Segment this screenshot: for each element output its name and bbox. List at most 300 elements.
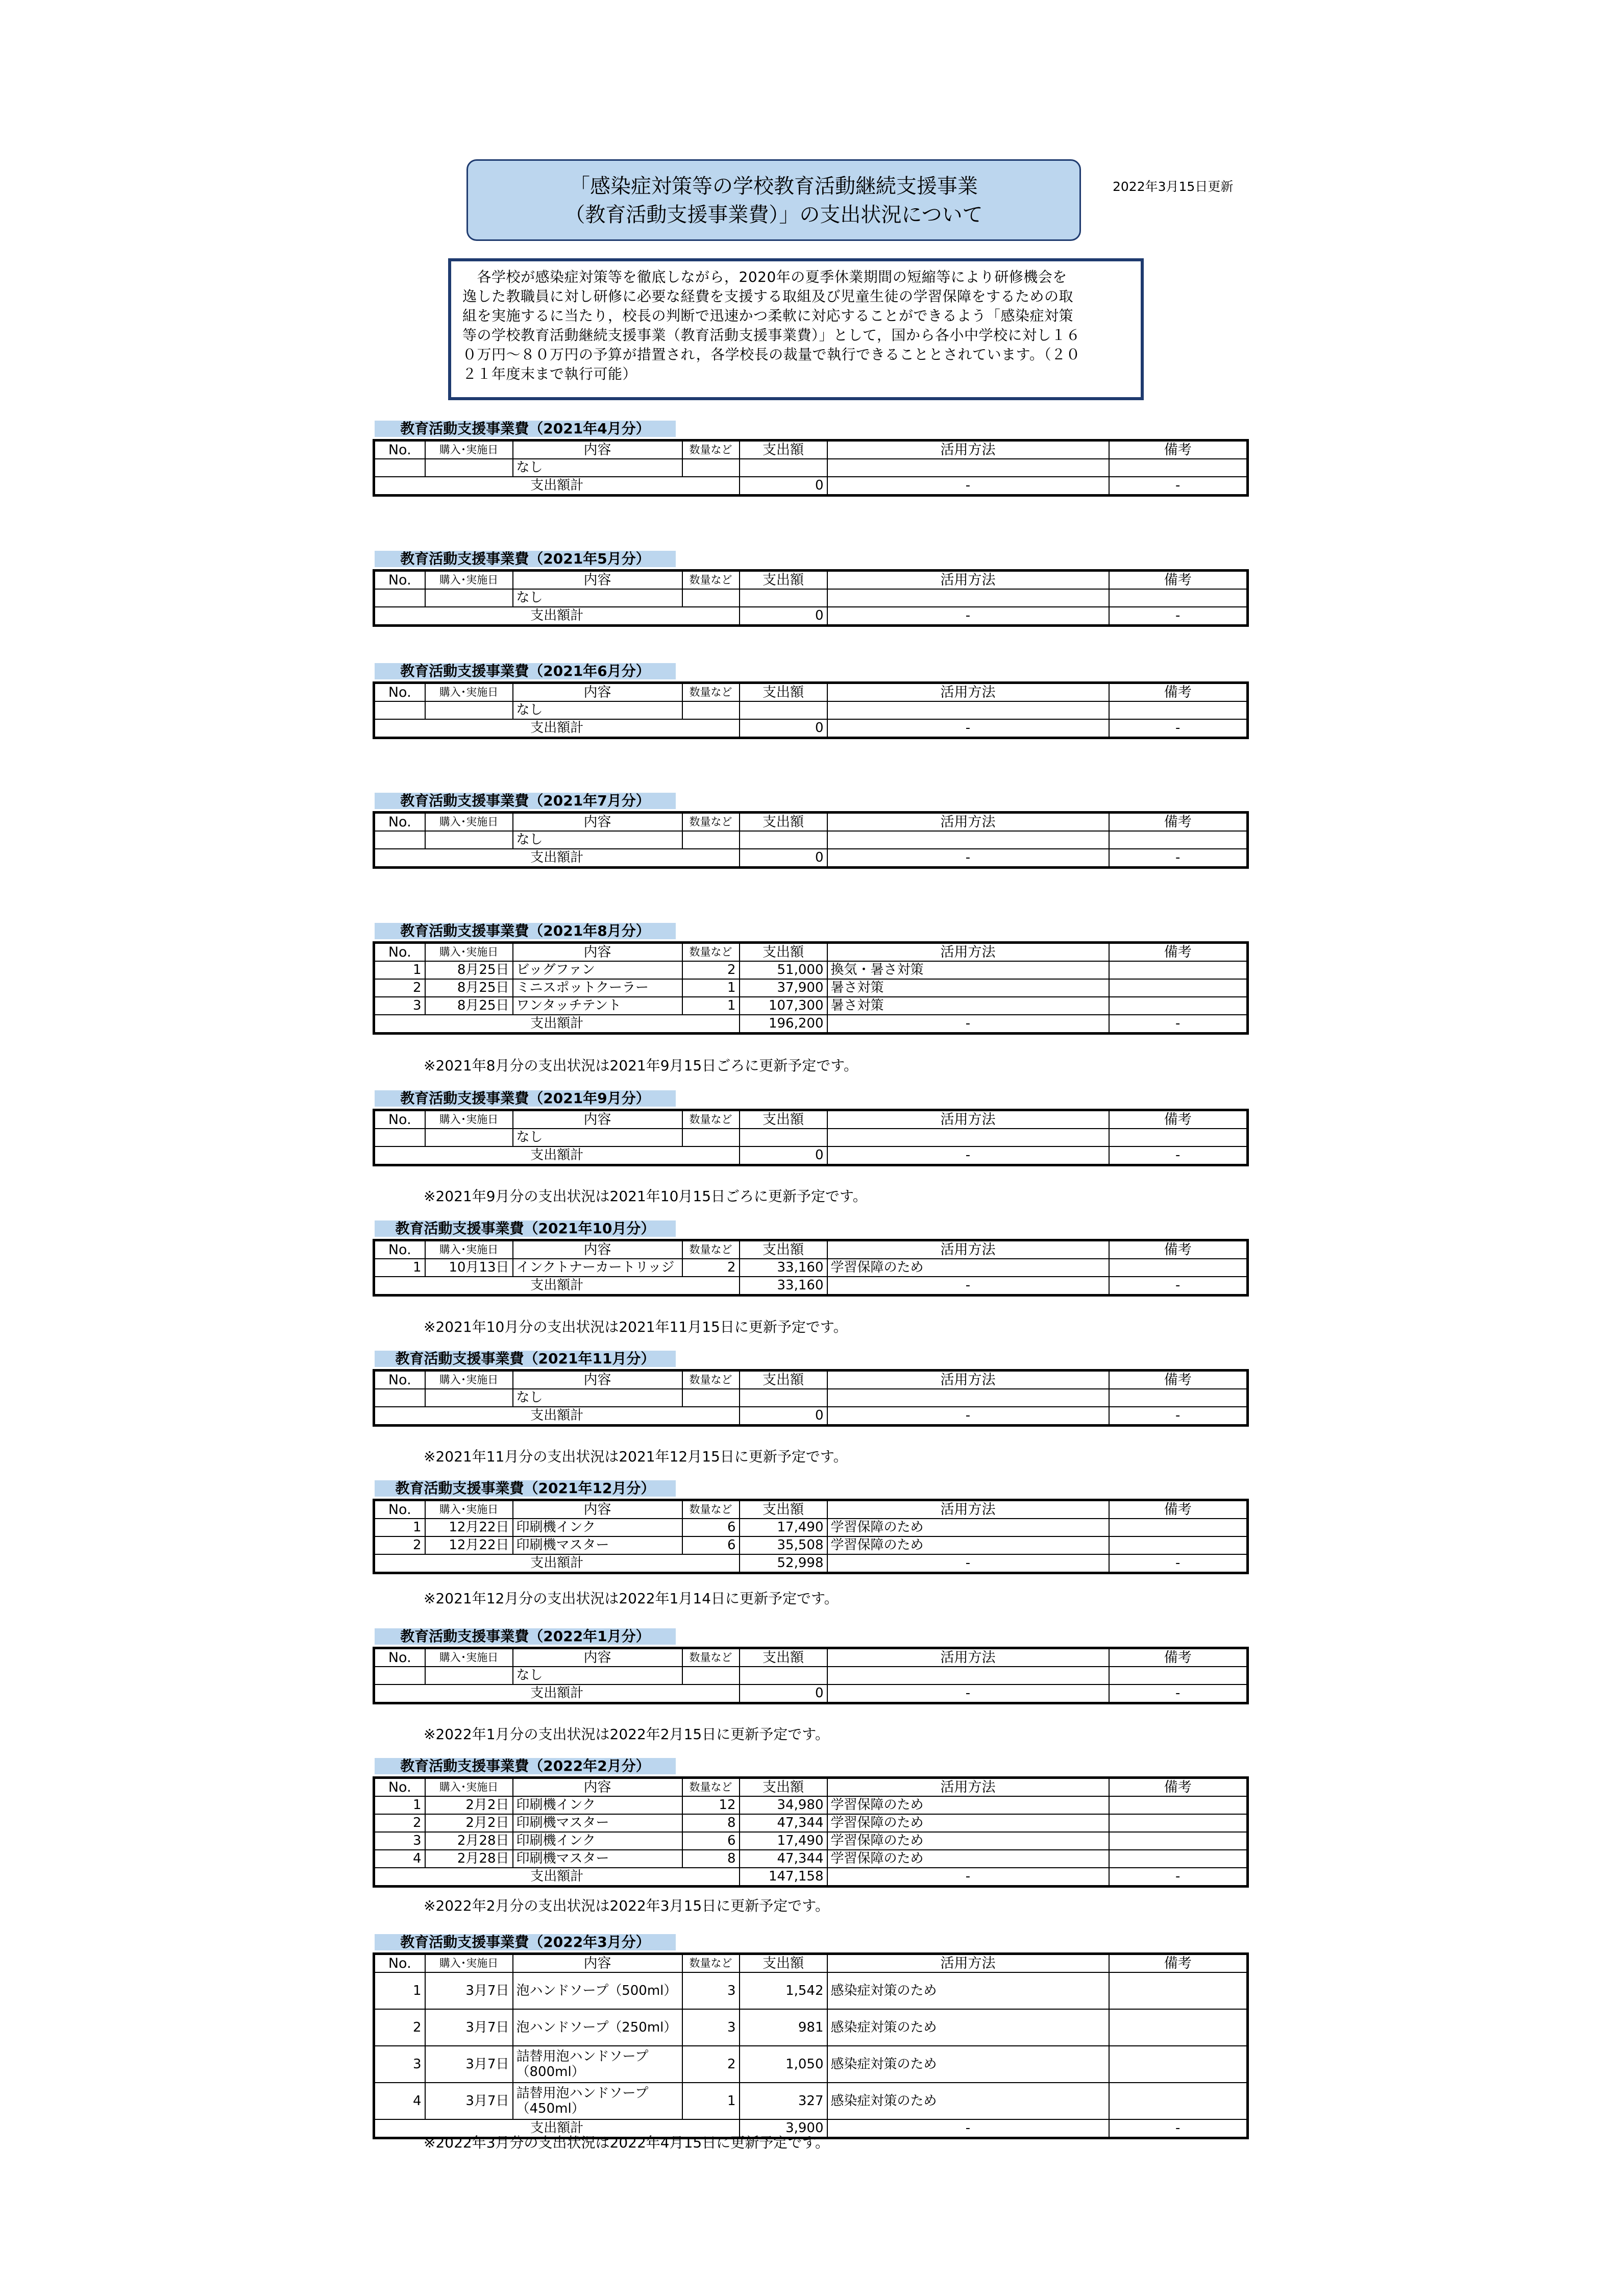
total-usage-dash: - xyxy=(827,1146,1109,1165)
col-header-usage: 活用方法 xyxy=(827,1954,1109,1973)
update-note: ※2022年1月分の支出状況は2022年2月15日に更新予定です。 xyxy=(424,1726,829,1743)
cell-no: 3 xyxy=(374,1832,425,1850)
cell-remarks xyxy=(1109,2083,1248,2119)
col-header-usage: 活用方法 xyxy=(827,571,1109,590)
total-row xyxy=(374,1015,1248,1034)
col-header-no: No. xyxy=(374,1648,425,1667)
total-remarks-dash: - xyxy=(1109,1277,1248,1296)
section-title: 教育活動支援事業費（2022年1月分） xyxy=(375,1628,676,1645)
col-header-usage: 活用方法 xyxy=(827,1240,1109,1259)
cell-date: 8月25日 xyxy=(425,979,513,997)
col-header-content: 内容 xyxy=(513,1648,682,1667)
cell-amount xyxy=(740,1389,827,1407)
cell-qty xyxy=(682,1389,740,1407)
section-title: 教育活動支援事業費（2021年6月分） xyxy=(375,663,676,679)
expenditure-table xyxy=(373,1647,1249,1704)
total-label: 支出額計 xyxy=(374,1684,740,1703)
cell-qty: 3 xyxy=(682,2009,740,2046)
cell-no xyxy=(374,1667,425,1684)
total-row xyxy=(374,1146,1248,1165)
total-amount: 0 xyxy=(740,607,827,626)
cell-content: なし xyxy=(513,701,682,719)
cell-remarks xyxy=(1109,979,1248,997)
col-header-date: 購入･実施日 xyxy=(425,1500,513,1519)
total-label: 支出額計 xyxy=(374,719,740,738)
table-row xyxy=(374,1667,1248,1684)
page-title-line2: （教育活動支援事業費）」の支出状況について xyxy=(564,203,983,227)
cell-content: ビッグファン xyxy=(513,961,682,979)
cell-usage xyxy=(827,1667,1109,1684)
col-header-date: 購入･実施日 xyxy=(425,1954,513,1973)
col-header-qty: 数量など xyxy=(682,943,740,962)
cell-amount: 327 xyxy=(740,2083,827,2119)
cell-qty: 6 xyxy=(682,1832,740,1850)
cell-amount: 47,344 xyxy=(740,1814,827,1832)
cell-amount: 981 xyxy=(740,2009,827,2046)
intro-box xyxy=(448,258,1144,400)
cell-date xyxy=(425,589,513,607)
cell-usage xyxy=(827,589,1109,607)
total-row xyxy=(374,607,1248,626)
table-row xyxy=(374,1850,1248,1868)
cell-amount: 17,490 xyxy=(740,1832,827,1850)
col-header-no: No. xyxy=(374,441,425,459)
cell-date: 2月2日 xyxy=(425,1814,513,1832)
cell-remarks xyxy=(1109,1972,1248,2009)
cell-amount xyxy=(740,701,827,719)
cell-usage: 学習保障のため xyxy=(827,1519,1109,1536)
cell-date: 3月7日 xyxy=(425,2083,513,2119)
cell-no: 1 xyxy=(374,1519,425,1536)
col-header-qty: 数量など xyxy=(682,813,740,832)
col-header-content: 内容 xyxy=(513,441,682,459)
expenditure-table xyxy=(373,811,1249,869)
cell-date xyxy=(425,1667,513,1684)
cell-no: 2 xyxy=(374,979,425,997)
col-header-content: 内容 xyxy=(513,1371,682,1389)
cell-amount: 17,490 xyxy=(740,1519,827,1536)
expenditure-table xyxy=(373,439,1249,497)
col-header-no: No. xyxy=(374,571,425,590)
total-remarks-dash: - xyxy=(1109,1146,1248,1165)
cell-remarks xyxy=(1109,1536,1248,1554)
table-row xyxy=(374,997,1248,1015)
table-row xyxy=(374,1796,1248,1814)
cell-amount: 47,344 xyxy=(740,1850,827,1868)
cell-amount: 51,000 xyxy=(740,961,827,979)
total-row xyxy=(374,1407,1248,1426)
total-amount: 0 xyxy=(740,849,827,868)
cell-date: 2月28日 xyxy=(425,1832,513,1850)
cell-no: 3 xyxy=(374,997,425,1015)
cell-amount: 33,160 xyxy=(740,1259,827,1277)
cell-content: なし xyxy=(513,1667,682,1684)
total-row xyxy=(374,1554,1248,1573)
cell-usage: 学習保障のため xyxy=(827,1536,1109,1554)
cell-usage: 学習保障のため xyxy=(827,1259,1109,1277)
cell-usage xyxy=(827,1389,1109,1407)
table-row xyxy=(374,589,1248,607)
cell-remarks xyxy=(1109,459,1248,477)
cell-date xyxy=(425,1129,513,1146)
col-header-date: 購入･実施日 xyxy=(425,1240,513,1259)
cell-qty: 1 xyxy=(682,2083,740,2119)
total-remarks-dash: - xyxy=(1109,1684,1248,1703)
col-header-date: 購入･実施日 xyxy=(425,1778,513,1797)
section-title: 教育活動支援事業費（2022年3月分） xyxy=(375,1934,676,1950)
section-title: 教育活動支援事業費（2021年8月分） xyxy=(375,923,676,939)
cell-no: 4 xyxy=(374,1850,425,1868)
total-usage-dash: - xyxy=(827,607,1109,626)
cell-qty: 8 xyxy=(682,1850,740,1868)
total-usage-dash: - xyxy=(827,1554,1109,1573)
update-note: ※2022年2月分の支出状況は2022年3月15日に更新予定です。 xyxy=(424,1897,829,1914)
header-row xyxy=(374,813,1248,832)
updated-date: 2022年3月15日更新 xyxy=(1113,179,1234,194)
total-amount: 196,200 xyxy=(740,1015,827,1034)
cell-date: 8月25日 xyxy=(425,997,513,1015)
expenditure-table xyxy=(373,1952,1249,2139)
cell-usage: 学習保障のため xyxy=(827,1832,1109,1850)
cell-qty xyxy=(682,701,740,719)
intro-line: ０万円～８０万円の予算が措置され，各学校長の裁量で執行できることとされています。（２０ xyxy=(462,346,1080,363)
col-header-remarks: 備考 xyxy=(1109,683,1248,702)
update-note: ※2021年10月分の支出状況は2021年11月15日に更新予定です。 xyxy=(424,1318,848,1335)
table-row xyxy=(374,1972,1248,2009)
col-header-amount: 支出額 xyxy=(740,1110,827,1129)
intro-line: 等の学校教育活動継続支援事業（教育活動支援事業費）」として，国から各小中学校に対し１６ xyxy=(462,327,1080,344)
col-header-no: No. xyxy=(374,1110,425,1129)
cell-amount: 35,508 xyxy=(740,1536,827,1554)
cell-remarks xyxy=(1109,1389,1248,1407)
cell-no: 1 xyxy=(374,961,425,979)
col-header-remarks: 備考 xyxy=(1109,571,1248,590)
total-amount: 0 xyxy=(740,477,827,496)
cell-remarks xyxy=(1109,701,1248,719)
total-remarks-dash: - xyxy=(1109,607,1248,626)
col-header-amount: 支出額 xyxy=(740,1648,827,1667)
cell-usage: 学習保障のため xyxy=(827,1814,1109,1832)
total-label: 支出額計 xyxy=(374,1015,740,1034)
cell-remarks xyxy=(1109,1796,1248,1814)
col-header-amount: 支出額 xyxy=(740,1240,827,1259)
expenditure-table xyxy=(373,569,1249,627)
col-header-no: No. xyxy=(374,813,425,832)
cell-content: 印刷機マスター xyxy=(513,1536,682,1554)
cell-date: 2月28日 xyxy=(425,1850,513,1868)
col-header-usage: 活用方法 xyxy=(827,683,1109,702)
col-header-content: 内容 xyxy=(513,1778,682,1797)
col-header-remarks: 備考 xyxy=(1109,1500,1248,1519)
cell-usage: 暑さ対策 xyxy=(827,979,1109,997)
col-header-qty: 数量など xyxy=(682,571,740,590)
col-header-content: 内容 xyxy=(513,1240,682,1259)
total-usage-dash: - xyxy=(827,1015,1109,1034)
col-header-no: No. xyxy=(374,1778,425,1797)
col-header-date: 購入･実施日 xyxy=(425,441,513,459)
cell-no: 4 xyxy=(374,2083,425,2119)
col-header-qty: 数量など xyxy=(682,1240,740,1259)
cell-qty xyxy=(682,459,740,477)
col-header-remarks: 備考 xyxy=(1109,1648,1248,1667)
cell-qty: 2 xyxy=(682,961,740,979)
col-header-usage: 活用方法 xyxy=(827,1500,1109,1519)
cell-date: 12月22日 xyxy=(425,1536,513,1554)
cell-no xyxy=(374,459,425,477)
total-remarks-dash: - xyxy=(1109,477,1248,496)
cell-no: 1 xyxy=(374,1796,425,1814)
table-row xyxy=(374,701,1248,719)
header-row xyxy=(374,571,1248,590)
cell-no xyxy=(374,1129,425,1146)
total-usage-dash: - xyxy=(827,2119,1109,2138)
total-label: 支出額計 xyxy=(374,1146,740,1165)
col-header-qty: 数量など xyxy=(682,1954,740,1973)
page-title-box xyxy=(466,159,1081,241)
update-note: ※2021年12月分の支出状況は2022年1月14日に更新予定です。 xyxy=(424,1590,839,1607)
cell-content: なし xyxy=(513,831,682,849)
col-header-content: 内容 xyxy=(513,571,682,590)
section-title: 教育活動支援事業費（2021年4月分） xyxy=(375,421,676,437)
total-usage-dash: - xyxy=(827,1407,1109,1426)
col-header-remarks: 備考 xyxy=(1109,1954,1248,1973)
col-header-date: 購入･実施日 xyxy=(425,813,513,832)
col-header-usage: 活用方法 xyxy=(827,813,1109,832)
cell-amount: 107,300 xyxy=(740,997,827,1015)
col-header-usage: 活用方法 xyxy=(827,1110,1109,1129)
total-row xyxy=(374,477,1248,496)
cell-date: 12月22日 xyxy=(425,1519,513,1536)
cell-content: 詰替用泡ハンドソープ（450ml） xyxy=(513,2083,682,2119)
total-row xyxy=(374,1868,1248,1887)
col-header-remarks: 備考 xyxy=(1109,441,1248,459)
section-title: 教育活動支援事業費（2021年10月分） xyxy=(375,1220,676,1237)
expenditure-table xyxy=(373,1776,1249,1888)
cell-remarks xyxy=(1109,1832,1248,1850)
col-header-qty: 数量など xyxy=(682,1500,740,1519)
cell-remarks xyxy=(1109,1519,1248,1536)
table-row xyxy=(374,831,1248,849)
col-header-no: No. xyxy=(374,1500,425,1519)
cell-content: ワンタッチテント xyxy=(513,997,682,1015)
col-header-qty: 数量など xyxy=(682,1648,740,1667)
total-amount: 0 xyxy=(740,1684,827,1703)
cell-content: 印刷機インク xyxy=(513,1832,682,1850)
cell-date: 8月25日 xyxy=(425,961,513,979)
col-header-usage: 活用方法 xyxy=(827,943,1109,962)
cell-qty xyxy=(682,1667,740,1684)
cell-usage xyxy=(827,1129,1109,1146)
total-remarks-dash: - xyxy=(1109,1868,1248,1887)
total-label: 支出額計 xyxy=(374,1407,740,1426)
cell-date: 2月2日 xyxy=(425,1796,513,1814)
section-title: 教育活動支援事業費（2021年7月分） xyxy=(375,793,676,809)
total-usage-dash: - xyxy=(827,849,1109,868)
col-header-amount: 支出額 xyxy=(740,683,827,702)
cell-content: なし xyxy=(513,1129,682,1146)
col-header-amount: 支出額 xyxy=(740,1500,827,1519)
cell-date: 3月7日 xyxy=(425,2046,513,2083)
total-amount: 0 xyxy=(740,1407,827,1426)
cell-amount xyxy=(740,1129,827,1146)
col-header-qty: 数量など xyxy=(682,683,740,702)
cell-qty: 2 xyxy=(682,1259,740,1277)
cell-remarks xyxy=(1109,589,1248,607)
col-header-usage: 活用方法 xyxy=(827,1371,1109,1389)
update-note: ※2021年8月分の支出状況は2021年9月15日ごろに更新予定です。 xyxy=(424,1057,858,1074)
table-row xyxy=(374,1129,1248,1146)
cell-usage xyxy=(827,459,1109,477)
total-amount: 147,158 xyxy=(740,1868,827,1887)
col-header-remarks: 備考 xyxy=(1109,1778,1248,1797)
cell-remarks xyxy=(1109,961,1248,979)
col-header-usage: 活用方法 xyxy=(827,1778,1109,1797)
table-row xyxy=(374,961,1248,979)
cell-remarks xyxy=(1109,1667,1248,1684)
col-header-remarks: 備考 xyxy=(1109,1240,1248,1259)
total-remarks-dash: - xyxy=(1109,1407,1248,1426)
cell-content: 印刷機マスター xyxy=(513,1850,682,1868)
col-header-remarks: 備考 xyxy=(1109,1110,1248,1129)
col-header-date: 購入･実施日 xyxy=(425,1371,513,1389)
total-usage-dash: - xyxy=(827,1277,1109,1296)
col-header-remarks: 備考 xyxy=(1109,813,1248,832)
cell-usage xyxy=(827,701,1109,719)
cell-qty: 1 xyxy=(682,979,740,997)
total-remarks-dash: - xyxy=(1109,1554,1248,1573)
table-row xyxy=(374,2083,1248,2119)
col-header-content: 内容 xyxy=(513,943,682,962)
col-header-date: 購入･実施日 xyxy=(425,943,513,962)
cell-date xyxy=(425,831,513,849)
total-row xyxy=(374,719,1248,738)
expenditure-table xyxy=(373,1239,1249,1297)
section-title: 教育活動支援事業費（2022年2月分） xyxy=(375,1758,676,1774)
total-amount: 3,900 xyxy=(740,2119,827,2138)
cell-content: 印刷機インク xyxy=(513,1796,682,1814)
col-header-content: 内容 xyxy=(513,1110,682,1129)
update-note: ※2022年3月分の支出状況は2022年4月15日に更新予定です。 xyxy=(424,2134,829,2151)
total-row xyxy=(374,1684,1248,1703)
cell-content: なし xyxy=(513,1389,682,1407)
table-row xyxy=(374,459,1248,477)
col-header-amount: 支出額 xyxy=(740,571,827,590)
total-label: 支出額計 xyxy=(374,1277,740,1296)
cell-no xyxy=(374,831,425,849)
cell-amount xyxy=(740,1667,827,1684)
cell-qty: 1 xyxy=(682,997,740,1015)
cell-no xyxy=(374,589,425,607)
col-header-no: No. xyxy=(374,1954,425,1973)
cell-amount: 34,980 xyxy=(740,1796,827,1814)
expenditure-table xyxy=(373,1499,1249,1574)
cell-usage: 感染症対策のため xyxy=(827,2046,1109,2083)
total-label: 支出額計 xyxy=(374,607,740,626)
cell-content: インクトナーカートリッジ xyxy=(513,1259,682,1277)
table-row xyxy=(374,1259,1248,1277)
intro-line: 逸した教職員に対し研修に必要な経費を支援する取組及び児童生徒の学習保障をするための取 xyxy=(462,288,1074,305)
cell-qty: 6 xyxy=(682,1536,740,1554)
cell-no: 1 xyxy=(374,1972,425,2009)
col-header-no: No. xyxy=(374,943,425,962)
header-row xyxy=(374,1648,1248,1667)
cell-remarks xyxy=(1109,997,1248,1015)
table-row xyxy=(374,1389,1248,1407)
expenditure-table xyxy=(373,941,1249,1035)
cell-date xyxy=(425,701,513,719)
col-header-date: 購入･実施日 xyxy=(425,1110,513,1129)
intro-line: 各学校が感染症対策等を徹底しながら，2020年の夏季休業期間の短縮等により研修機会を xyxy=(462,268,1067,285)
cell-remarks xyxy=(1109,2046,1248,2083)
cell-usage xyxy=(827,831,1109,849)
cell-content: 泡ハンドソープ（250ml） xyxy=(513,2009,682,2046)
total-usage-dash: - xyxy=(827,1868,1109,1887)
col-header-remarks: 備考 xyxy=(1109,1371,1248,1389)
section-title: 教育活動支援事業費（2021年12月分） xyxy=(375,1480,676,1497)
table-row xyxy=(374,1832,1248,1850)
cell-content: 泡ハンドソープ（500ml） xyxy=(513,1972,682,2009)
cell-amount xyxy=(740,589,827,607)
total-label: 支出額計 xyxy=(374,849,740,868)
cell-date xyxy=(425,459,513,477)
table-row xyxy=(374,1814,1248,1832)
cell-amount: 1,050 xyxy=(740,2046,827,2083)
cell-remarks xyxy=(1109,1850,1248,1868)
header-row xyxy=(374,1110,1248,1129)
col-header-qty: 数量など xyxy=(682,1110,740,1129)
col-header-usage: 活用方法 xyxy=(827,441,1109,459)
col-header-content: 内容 xyxy=(513,1954,682,1973)
cell-content: 印刷機マスター xyxy=(513,1814,682,1832)
cell-qty xyxy=(682,589,740,607)
cell-date: 3月7日 xyxy=(425,2009,513,2046)
cell-remarks xyxy=(1109,831,1248,849)
total-row xyxy=(374,849,1248,868)
total-amount: 0 xyxy=(740,1146,827,1165)
col-header-amount: 支出額 xyxy=(740,1778,827,1797)
total-amount: 52,998 xyxy=(740,1554,827,1573)
col-header-date: 購入･実施日 xyxy=(425,1648,513,1667)
col-header-date: 購入･実施日 xyxy=(425,571,513,590)
total-remarks-dash: - xyxy=(1109,849,1248,868)
header-row xyxy=(374,1500,1248,1519)
intro-line: ２１年度末まで執行可能） xyxy=(462,365,637,382)
cell-content: 印刷機インク xyxy=(513,1519,682,1536)
cell-amount: 37,900 xyxy=(740,979,827,997)
col-header-no: No. xyxy=(374,1371,425,1389)
cell-no xyxy=(374,701,425,719)
cell-amount: 1,542 xyxy=(740,1972,827,2009)
header-row xyxy=(374,1240,1248,1259)
cell-usage: 学習保障のため xyxy=(827,1850,1109,1868)
table-row xyxy=(374,1519,1248,1536)
col-header-amount: 支出額 xyxy=(740,813,827,832)
col-header-content: 内容 xyxy=(513,683,682,702)
cell-date: 10月13日 xyxy=(425,1259,513,1277)
total-row xyxy=(374,1277,1248,1296)
total-remarks-dash: - xyxy=(1109,719,1248,738)
expenditure-table xyxy=(373,1369,1249,1427)
header-row xyxy=(374,1778,1248,1797)
cell-no: 3 xyxy=(374,2046,425,2083)
total-usage-dash: - xyxy=(827,477,1109,496)
table-row xyxy=(374,1536,1248,1554)
total-usage-dash: - xyxy=(827,719,1109,738)
total-amount: 33,160 xyxy=(740,1277,827,1296)
col-header-date: 購入･実施日 xyxy=(425,683,513,702)
col-header-amount: 支出額 xyxy=(740,1954,827,1973)
section-title: 教育活動支援事業費（2021年5月分） xyxy=(375,551,676,567)
